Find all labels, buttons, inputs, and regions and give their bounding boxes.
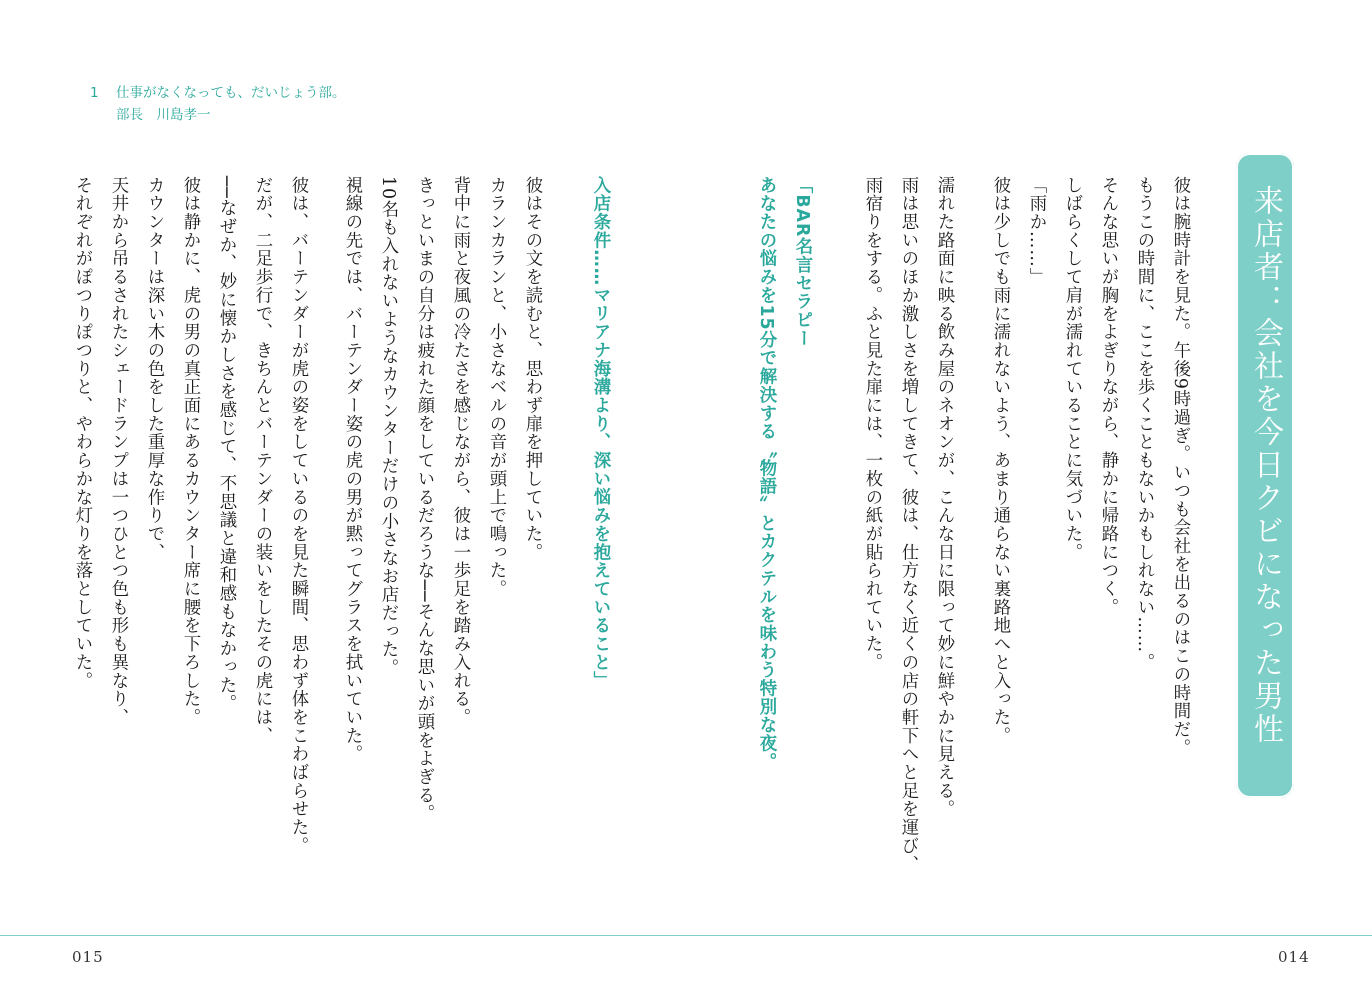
text-line: ──なぜか、妙に懐かしさを感じて、不思議と違和感もなかった。 bbox=[216, 176, 236, 713]
visitor-title-box bbox=[1236, 153, 1294, 798]
page-015-paragraph-2 bbox=[64, 176, 316, 855]
text-line: 彼は少しでも雨に濡れないよう、あまり通らない裏路地へと入った。 bbox=[990, 176, 1010, 745]
text-line: 雨は思いのほか激しさを増してきて、彼は、仕方なく近くの店の軒下へと足を運び、 bbox=[898, 176, 918, 874]
department-label: 部長 川島孝一 bbox=[116, 107, 211, 123]
text-line: 10名も入れないようなカウンターだけの小さなお店だった。 bbox=[378, 176, 398, 678]
page-014-paragraph-1 bbox=[982, 176, 1198, 757]
sign-line: あなたの悩みを15分で解決する〝物語〟とカクテルを味わう特別な夜。 bbox=[756, 176, 776, 771]
text-line: 視線の先では、バーテンダー姿の虎の男が黙ってグラスを拭いていた。 bbox=[342, 176, 362, 764]
quote-line: 「雨か……」 bbox=[1026, 176, 1046, 287]
text-line: 彼は腕時計を見た。午後9時過ぎ。いつも会社を出るのはこの時間だ。 bbox=[1170, 176, 1190, 757]
page-015-paragraph-1 bbox=[334, 176, 550, 823]
sign-line: 「BAR名言セラピー bbox=[792, 176, 812, 348]
text-line: しばらくして肩が濡れていることに気づいた。 bbox=[1062, 176, 1082, 562]
condition-line: 入店条件……マリアナ海溝より、深い悩みを抱えていること」 bbox=[590, 176, 610, 690]
text-line: もうこの時間に、ここを歩くこともないかもしれない……。 bbox=[1134, 176, 1154, 672]
text-line: カランカランと、小さなベルの音が頭上で鳴った。 bbox=[486, 176, 506, 599]
text-line: 天井から吊るされたシェードランプは一つひとつ色も形も異なり、 bbox=[108, 176, 128, 727]
text-line: それぞれがぽつりぽつりと、やわらかな灯りを落としていた。 bbox=[72, 176, 92, 690]
text-line: 背中に雨と夜風の冷たさを感じながら、彼は一歩足を踏み入れる。 bbox=[450, 176, 470, 727]
text-line: 彼は静かに、虎の男の真正面にあるカウンター席に腰を下ろした。 bbox=[180, 176, 200, 727]
running-header bbox=[90, 82, 346, 126]
text-line: 彼は、バーテンダーが虎の姿をしているのを見た瞬間、思わず体をこわばらせた。 bbox=[288, 176, 308, 855]
visitor-title: 来店者：会社を今日クビになった男性 bbox=[1248, 185, 1283, 746]
text-line: 雨宿りをする。ふと見た扉には、一枚の紙が貼られていた。 bbox=[862, 176, 882, 672]
page-014-paragraph-3 bbox=[854, 176, 962, 873]
text-line: だが、二足歩行で、きちんとバーテンダーの装いをしたその虎には、 bbox=[252, 176, 272, 745]
bar-sign bbox=[748, 176, 820, 771]
text-line: 濡れた路面に映る飲み屋のネオンが、こんな日に限って妙に鮮やかに見える。 bbox=[934, 176, 954, 819]
text-line: 彼はその文を読むと、思わず扉を押していた。 bbox=[522, 176, 542, 562]
text-line: カウンターは深い木の色をした重厚な作りで、 bbox=[144, 176, 164, 562]
text-line: きっといまの自分は疲れた顔をしているだろうな──そんな思いが頭をよぎる。 bbox=[414, 176, 434, 823]
chapter-number: 1 bbox=[90, 85, 99, 101]
text-line: そんな思いが胸をよぎりながら、静かに帰路につく。 bbox=[1098, 176, 1118, 617]
page-number-left: 015 bbox=[72, 948, 104, 966]
page-number-right: 014 bbox=[1278, 948, 1310, 966]
entry-condition bbox=[582, 176, 618, 690]
chapter-title: 仕事がなくなっても、だいじょう部。 bbox=[116, 85, 346, 101]
footer-rule bbox=[0, 935, 1372, 936]
